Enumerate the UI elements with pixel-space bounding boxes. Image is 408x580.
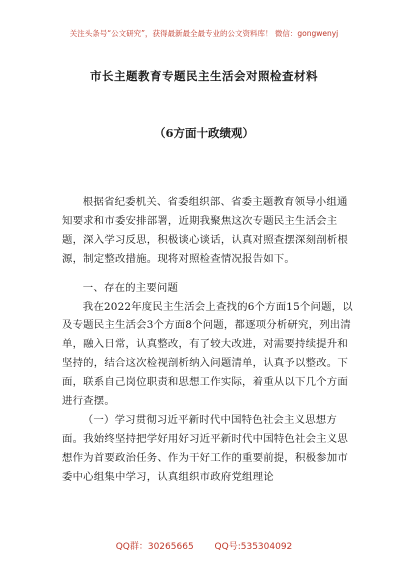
paragraph-intro: 根据省纪委机关、省委组织部、省委主题教育领导小组通知要求和市委安排部署，近期我聚焦这次专题民主生活会主题，深入学习反思，积极谈心谈话，认真对照查摆深刻剖析根源，制定整改措施。现将对照检查情况报告如下。 bbox=[62, 196, 348, 265]
footer-qq-group: QQ群：30265665 bbox=[115, 542, 194, 552]
header-promo-note: 关注头条号“公文研究”，获得最新最全最专业的公文资料库！ 微信：gongwenyj bbox=[69, 29, 339, 38]
document-body bbox=[62, 193, 356, 487]
paragraph-review: 我在2022年度民主生活会上查找的6个方面15个问题，以及专题民主生活会3个方面8个问题，都逐项分析研究，列出清单，融入日常，认真整改，有了较大改进，对需要持续提升和坚持的，结合这次检视剖析纳入问题清单，认真予以整改。下面，联系自己岗位职责和思想工作实际，着重从以下几个方面进行查摆。 bbox=[62, 300, 353, 408]
section-heading: 一、存在的主要问题 bbox=[82, 281, 179, 294]
document-title: 市长主题教育专题民主生活会对照检查材料 bbox=[90, 69, 318, 83]
footer-contact bbox=[0, 539, 408, 552]
footer-qq-number: QQ号:535304092 bbox=[214, 542, 293, 552]
document-subtitle: （6方面十政绩观） bbox=[153, 126, 254, 140]
paragraph-study: （一）学习贯彻习近平新时代中国特色社会主义思想方面。我始终坚持把学好用好习近平新时代中国特色社会主义思想作为首要政治任务、作为干好工作的重要前提，积极参加市委中心组集中学习，认真组织市政府党组理论 bbox=[62, 413, 348, 483]
